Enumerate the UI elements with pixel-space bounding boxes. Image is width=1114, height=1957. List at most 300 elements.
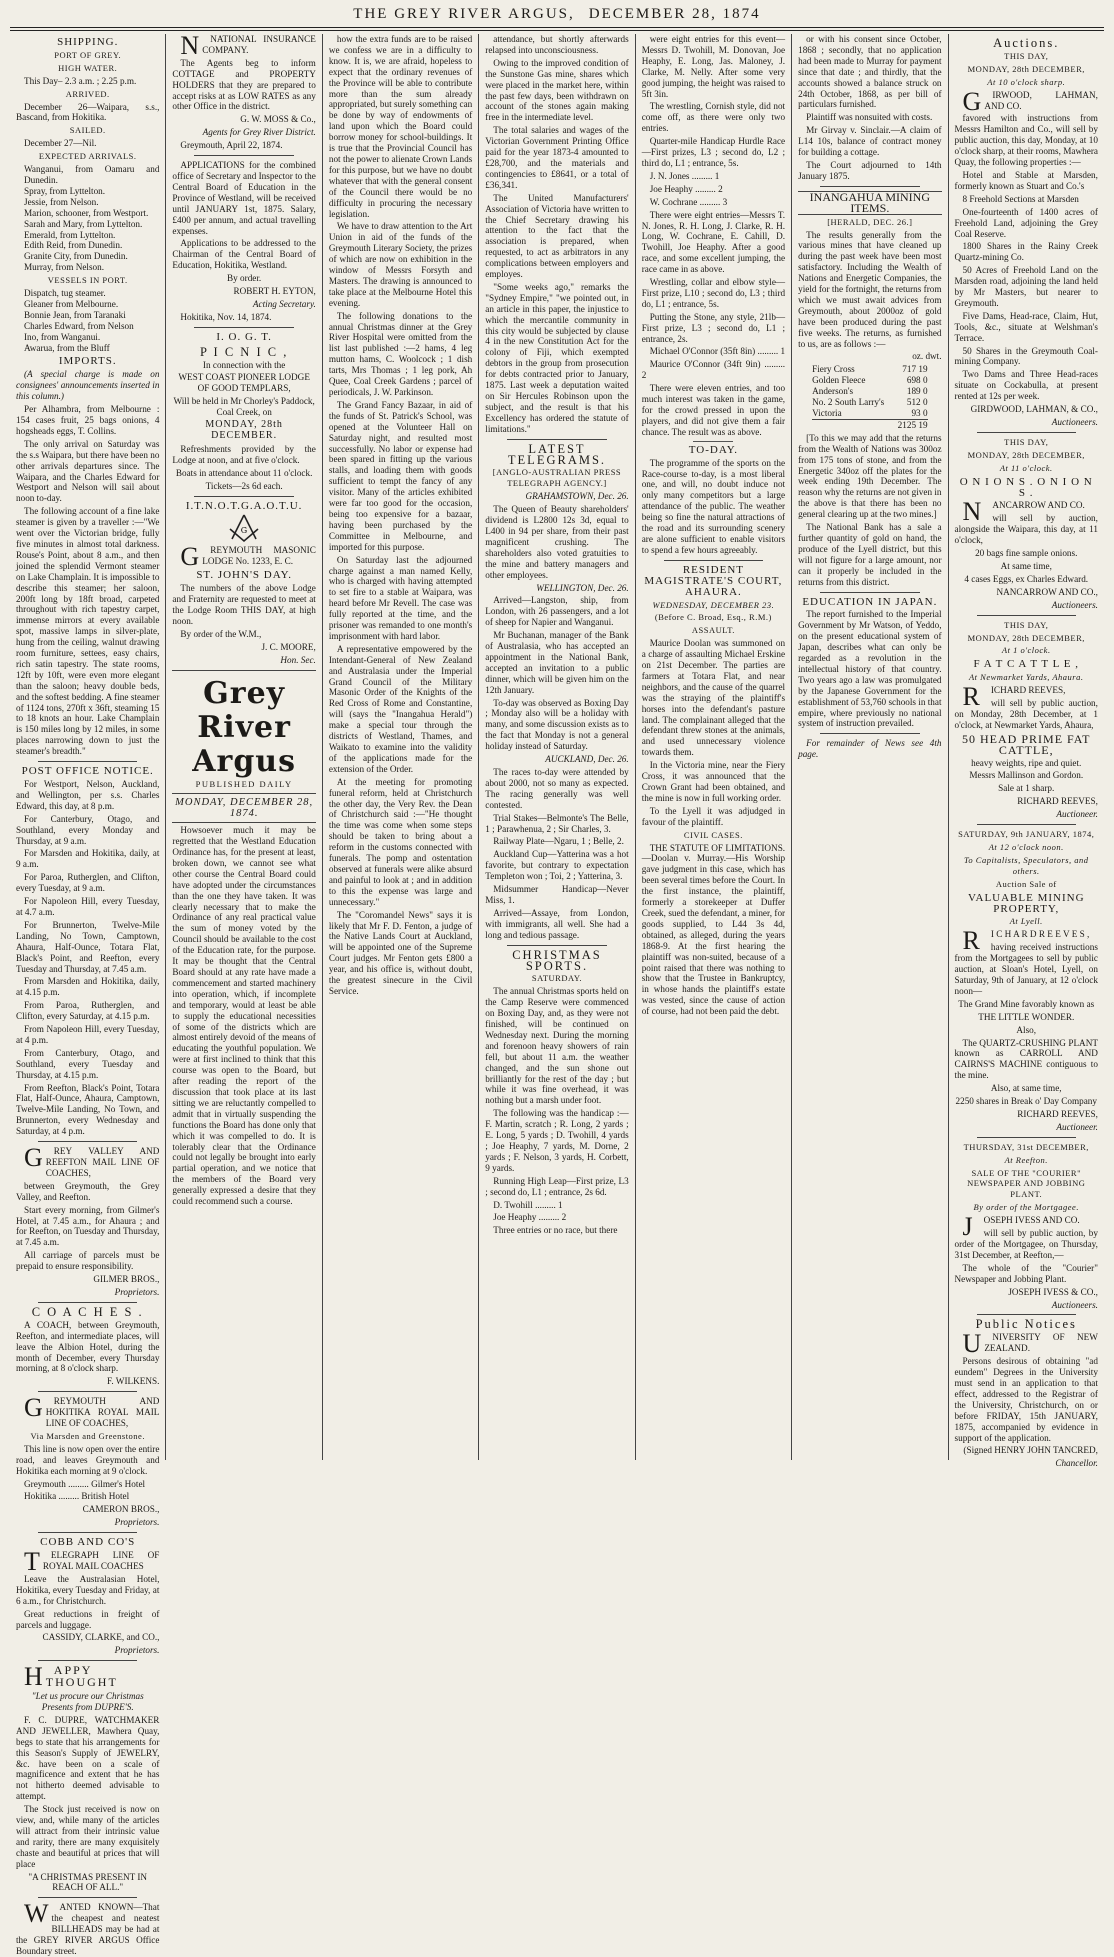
latest-telegrams-heading: LATEST TELEGRAMS. [507, 441, 607, 467]
divider [38, 1391, 137, 1392]
cobb-title: ELEGRAPH LINE OF ROYAL MAIL COACHES [42, 1550, 160, 1571]
public-notices-heading: Public Notices [975, 1317, 1077, 1332]
reeves3-signature-role: Auctioneer. [1056, 1121, 1098, 1132]
coach1-paragraph: Start every morning, from Gilmer's Hotel, at 7.45 a.m., for Ahaura ; and for Reefton, on Tuesday and Thursday, at 7.45 a.m. [16, 1204, 160, 1248]
coach2-paragraph: Greymouth ......... Gilmer's Hotel [24, 1478, 146, 1489]
editorial-paragraph: The "Coromandel News" says it is likely that Mr F. D. Fenton, a judge of the Native Lands Court at Auckland, will be appointed one of the Supreme Court judges. Mr Fenton gets £800 a year, and his office is, without doubt, the greatest sinecure in the Civil Service. [328, 909, 473, 996]
inangahua-source: [HERALD, DEC. 26.] [827, 216, 913, 227]
divider [820, 592, 919, 593]
high-water-heading: HIGH WATER. [58, 62, 118, 73]
cobb-subheading [16, 1547, 160, 1577]
list-item: Edith Reid, from Dunedin. [24, 240, 123, 251]
university-signature: (Signed HENRY JOHN TANCRED, [963, 1445, 1098, 1456]
girwood-heading [955, 86, 1098, 116]
logo-title: Grey River Argus [192, 675, 297, 779]
report-paragraph: attendance, but shortly afterwards relapsed into unconsciousness. [485, 34, 629, 55]
reeves-big-line: 50 HEAD PRIME FAT CATTLE, [962, 731, 1091, 757]
insurance-date: Greymouth, April 22, 1874. [180, 140, 283, 151]
divider [977, 1314, 1076, 1315]
post-paragraph: From Canterbury, Otago, and Southland, every Tuesday and Thursday, at 4.15 p.m. [16, 1047, 160, 1080]
telegram-paragraph: Arrived—Langston, ship, from London, with 26 passengers, and a lot of sheep for Napier and Wanganui. [485, 595, 629, 628]
telegram-paragraph: The races to-day were attended by about 2000, not so many as expected. The racing generally was well contested. [485, 767, 629, 810]
masonic-emblem-icon [226, 513, 262, 543]
coach1-paragraph: All carriage of parcels must be prepaid to ensure responsibility. [16, 1250, 160, 1272]
sports-paragraph: Running High Leap—First prize, L3 ; second do, L1 ; entrance, 2s 6d. [485, 1175, 629, 1197]
sports-paragraph: The following was the handicap :—F. Martin, scratch ; R. Long, 2 yards ; E. Long, 5 yards ; D. Twohill, 4 yards ; Joe Heaphy, 7 yards, M. Dorne, 2 yards ; F. Nelson, 3 yards, H. Corbett, 9 yards. [485, 1108, 629, 1173]
svg-text:G: G [240, 526, 248, 536]
happy-paragraph: F. C. DUPRE, WATCHMAKER AND JEWELLER, Mawhera Quay, begs to state that his arrangements for this Season's Supply of JEWELRY, &c. have been on a scale of magnificence and extent that he has not hitherto deemed advisable to attempt. [16, 1714, 160, 1802]
resident-date: WEDNESDAY, DECEMBER 23. [652, 599, 775, 610]
list-item: Bonnie Jean, from Taranaki [24, 309, 126, 320]
list-item: Granite City, from Dunedin. [24, 251, 128, 262]
coach2-subheading: Via Marsden and Greenstone. [30, 1430, 145, 1441]
table-row [812, 408, 927, 419]
sports-result: Joe Heaphy ......... 2 [649, 183, 723, 194]
civil-cases-heading: CIVIL CASES. [683, 829, 743, 840]
report-paragraph: There were eleven entries, and too much interest was taken in the game, for the crowd pressed in upon the players, and did not give them a fair chance. The result was as above. [641, 383, 786, 437]
nancarrow-title: ANCARROW AND CO. [992, 500, 1085, 511]
coach2-signature-role: Proprietors. [114, 1517, 160, 1528]
dwt-value: 0 [922, 397, 928, 408]
nancarrow-paragraph: 4 cases Eggs, ex Charles Edward. [964, 573, 1089, 584]
insurance-title: NATIONAL INSURANCE COMPANY. [202, 34, 316, 55]
editorial-paragraph: how the extra funds are to be raised we confess we are in a difficulty to know. It is, we are afraid, hopeless to expect that the ordinary revenues of the Province will be able to contribute more than the sum already appropriated, but surely something can be done by way of endowments of land upon which the Board could borrow money for school-buildings. It is true that the Provincial Council has not the power to alienate Crown Lands for this purpose, but we have no doubt whatever that with the general consent of the Council there would be no difficulty in procuring the necessary legislation. [328, 34, 473, 219]
auction-day: THIS DAY, [1004, 436, 1049, 447]
report-paragraph: Mr Girvay v. Sinclair.—A claim of L14 10s, balance of contract money for building a cottage. [798, 125, 942, 158]
column-4 [479, 34, 635, 1460]
dwt-value: 19 [918, 364, 928, 375]
coaches-paragraph: A COACH, between Greymouth, Reefton, and intermediate places, will leave the Albion Hotel, during the month of December, every Thursday morning, at 8 o'clock sharp. [16, 1319, 160, 1374]
masonic-heading [172, 542, 316, 572]
cattle-location: At Newmarket Yards, Ahaura. [968, 672, 1084, 683]
happy-paragraph: "A CHRISTMAS PRESENT IN REACH OF ALL." [28, 1871, 148, 1893]
education-paragraph: The report furnished to the Imperial Government by Mr Watson, of Yeddo, on the present educational system of Japan, describes what can only be regarded as a revolution in the intellectual history of that country. Two years ago a law was promulgated by the Japanese Government for the establishment of 53,760 schools in that empire, where previously no national system of instruction prevailed. [798, 609, 942, 729]
editorial-paragraph: At the meeting for promoting funeral reform, held at Christchurch the other day, the Very Rev. the Dean of Christchurch said :—"He thought the time was come when some steps should be taken to bring about a reform in the customs connected with funerals. The pomp and ostentation observed at funerals were alike absurd and painful to look at ; and in addition to this the expense was large and unnecessary." [328, 776, 473, 907]
inangahua-paragraph: [To this we may add that the returns from the Wealth of Nations was 300oz from 175 tons of stone, and from the Energetic 340oz off the plates for the week ending 19th December. The reason why the returns are not given in the above is that there has been no general clearing up at the two mines.] [798, 432, 942, 520]
expected-list [24, 164, 159, 273]
picnic-line: MONDAY, 28th DECEMBER. [205, 419, 283, 441]
list-item: Sarah and Mary, from Lyttelton. [24, 218, 143, 229]
drop-cap: W [24, 1899, 49, 1929]
picnic-line: Refreshments provided by the Lodge at noon, and at five o'clock. [172, 443, 316, 465]
masthead-rule [10, 27, 1104, 28]
reeves-title: ICHARD REEVES, [990, 685, 1066, 696]
report-paragraph: The wrestling, Cornish style, did not come off, as there were only two entries. [641, 101, 786, 134]
itn-heading: I.T.N.O.T.G.A.O.T.U. [185, 499, 303, 512]
cobb-paragraph: Leave the Australasian Hotel, Hokitika, every Tuesday and Friday, at 6 a.m., for Christchurch. [16, 1573, 160, 1606]
telegram-dateline: AUCKLAND, Dec. 26. [545, 754, 629, 765]
oz-value: 717 [902, 364, 917, 375]
post-paragraph: From Paroa, Rutherglen, and Clifton, every Saturday, at 4.15 p.m. [16, 1000, 160, 1022]
coach1-paragraph: between Greymouth, the Grey Valley, and Reefton. [16, 1180, 160, 1202]
list-item: Gleaner from Melbourne. [24, 298, 119, 309]
divider [977, 824, 1076, 825]
reeves-heading [955, 682, 1098, 712]
christmas-sports-heading: CHRISTMAS SPORTS. [512, 947, 602, 973]
post-paragraph: For Westport, Nelson, Auckland, and Wellington, per s.s. Charles Edward, this day, at 8 p.m. [16, 779, 160, 811]
editorial-paragraph: Howsoever much it may be regretted that the Westland Education Ordinance has, for the present at least, broken down, we cannot see what other course the Central Board could have adopted under the circumstances than the one they have taken. It was clearly necessary that to make the Ordinance of any real practical value the sum of money voted by the Council should be available to the cost of the Education rate, for the purpose. It may be thought that the Central Board should at any rate have made a commencement and started machinery into operation, which, if incomplete and temporary, would at least be able to supply the educational necessities of some of the districts which are almost entirely devoid of the means of educating the youthful population. We were at first inclined to think that this course was open to the Board, but after reading the report of the discussion that took place at its last sitting we are reluctantly compelled to admit that in virtually suspending the functions the Board has done only that which it was compelled to do. It is tolerably clear that the Ordinance could not legally be brought into early partial operation, and we notice that the members of the Board very generally expressed a desire that they could recommend such a course. [172, 825, 316, 1207]
university-paragraph: Persons desirous of obtaining "ad eundem" Degrees in the University must send in an application to that effect, addressed to the Registrar of the University, Christchurch, on or before FRIDAY, 15th JANUARY, 1875, accompanied by evidence in support of the application. [954, 1356, 1098, 1443]
onions-heading: O N I O N S . O N I O N S . [959, 475, 1093, 499]
girwood-item: Five Dams, Head-race, Claim, Hut, Tools, &c., situate at Welshman's Terrace. [954, 310, 1098, 343]
mine-name: Anderson's [812, 386, 854, 397]
table-row [812, 375, 927, 386]
divider [38, 1302, 137, 1303]
reeves-paragraph: will sell by public auction, on Monday, 28th December, at 1 o'clock, at Newmarket Yards, Ahaura, [954, 698, 1098, 730]
coach1-title: REY VALLEY AND REEFTON MAIL LINE OF COACHES, [45, 1146, 160, 1178]
applications-date: Hokitika, Nov. 14, 1874. [180, 311, 272, 322]
editorial-paragraph: We have to draw attention to the Art Union in aid of the funds of the Greymouth Literary Society, the prizes of which are now on exhibition in the window of Messrs Forsyth and Masters. The drawing is announced to take place at the Melbourne Hotel this evening. [328, 221, 473, 308]
arrived-heading: ARRIVED. [65, 88, 110, 99]
happy-quote: "Let us procure our Christmas Presents from DUPRE'S. [31, 1691, 144, 1712]
reeves-line: Messrs Mallinson and Gordon. [969, 770, 1084, 781]
christmas-sports-subheading: SATURDAY. [531, 973, 583, 984]
list-item: Marion, schooner, from Westport. [24, 207, 149, 218]
assault-paragraph: Maurice Doolan was summoned on a charge of assaulting Michael Erskine on 21st December. The parties are farmers at Totara Flat, and near neighbors, and the cause of the quarrel was the straying of the plaintiff's horses into the defendant's pasture land. The complainant alleged that the defendant threw stones at the animals, and used unnecessary violence towards them. [641, 638, 786, 758]
auction-date: MONDAY, 28th DECEMBER, [967, 632, 1085, 643]
sports-result: Maurice O'Connor (34ft 9in) ......... 2 [641, 359, 786, 381]
applications-by: By order. [227, 273, 262, 284]
list-item: Murray, from Nelson. [24, 262, 105, 273]
list-item: Charles Edward, from Nelson [24, 320, 134, 331]
coach1-signature-role: Proprietors. [114, 1286, 160, 1297]
today-heading: TO-DAY. [688, 443, 739, 456]
divider [507, 945, 606, 946]
reeves-line: Sale at 1 sharp. [998, 783, 1055, 794]
drop-cap: J [962, 1212, 973, 1242]
report-paragraph: The Court adjourned to 14th January 1875. [798, 159, 942, 181]
post-paragraph: For Brunnerton, Twelve-Mile Landing, No Town, Camptown, Ahaura, Half-Ounce, Totara Flat, Black's Point, and Reefton, every Tuesday and Thursday, at 7.45 a.m. [16, 919, 160, 974]
applications-paragraph: Applications to be addressed to the Chairman of the Central Board of Education, Hokitika, Westland. [172, 238, 316, 271]
mine-name: Golden Fleece [812, 375, 866, 386]
nancarrow-paragraph: will sell by auction, alongside the Waipara, this day, at 11 o'clock, [954, 513, 1098, 546]
table-row [812, 419, 927, 431]
paper-name: THE GREY RIVER ARGUS, [353, 5, 575, 22]
telegram-paragraph: The Queen of Beauty shareholders' dividend is L2800 12s 3d, equal to L400 in 94 per share, from their past magnificent crushing. The shareholders also voted gratuities to the mine and battery managers and other employees. [485, 504, 629, 580]
cobb-heading: COBB AND CO'S [40, 1536, 136, 1549]
telegram-paragraph: Railway Plate—Ngaru, 1 ; Belle, 2. [493, 836, 624, 847]
reeves-signature-role: Auctioneer. [1056, 809, 1098, 820]
education-japan-heading: EDUCATION IN JAPAN. [802, 595, 938, 608]
ivess-paragraph: The whole of the "Courier" Newspaper and Jobbing Plant. [954, 1262, 1098, 1284]
latest-telegrams-agency: [ANGLO-AUSTRALIAN PRESS TELEGRAPH AGENCY.] [492, 467, 622, 489]
post-paragraph: For Paroa, Rutherglen, and Clifton, every Tuesday, at 9 a.m. [16, 872, 160, 894]
reeves-signature: RICHARD REEVES, [1017, 796, 1098, 807]
report-paragraph: Owing to the improved condition of the Sunstone Gas mine, shares which were placed in the market here, within the past few days, been withdrawn on account of the stones again making free in the intermediate level. [485, 57, 629, 123]
masthead-rule-thin [10, 30, 1104, 31]
cobb-paragraph: Great reductions in freight of parcels and luggage. [16, 1608, 160, 1630]
drop-cap: U [962, 1329, 982, 1359]
masonic-paragraph: By order of the W.M., [180, 628, 262, 639]
page-footer-note: For remainder of News see 4th page. [798, 738, 942, 760]
masonic-signature: J. C. MOORE, [261, 641, 316, 652]
in-port-heading: VESSELS IN PORT. [47, 275, 128, 286]
today-paragraph: The programme of the sports on the Race-course to-day, is a most liberal one, and will, no doubt induce not only many competitors but a large attendance of the public. The weather being so fine the natural attractions of the road and its surrounding scenery are alone sufficient to enable visitors to spend a few hours agreeably. [641, 457, 786, 555]
coach2-paragraph: Hokitika ......... British Hotel [24, 1491, 130, 1502]
happy-heading [16, 1662, 159, 1692]
tide-times: This Day– 2.3 a.m. ; 2.25 p.m. [24, 75, 137, 86]
arrived-text: December 26—Waipara, s.s., Bascand, from Hokitika. [16, 101, 160, 123]
iogt-heading: I. O. G. T. [216, 330, 272, 343]
ivess-paragraph: will sell by public auction, by order of the Mortgagee, on Thursday, 31st December, at Reefton,— [954, 1228, 1098, 1260]
lyell-line: At Lyell. [1009, 916, 1043, 927]
st-johns-heading: ST. JOHN'S DAY. [196, 569, 292, 582]
girwood-item: Two Dams and Three Head-races situate on Cockabulla, at present rented at 12s per week. [954, 369, 1098, 402]
list-item: Jessie, from Nelson. [24, 196, 99, 207]
editorial-paragraph: On Saturday last the adjourned charge against a man named Kelly, who is charged with having attempted to set fire to a stable at Waipara, was heard before Mr Revell. The case was fully reported at the time, and the prisoner was remanded to one month's imprisonment with hard labor. [328, 554, 473, 641]
drop-cap: R [962, 926, 980, 956]
cobb-signature-role: Proprietors. [114, 1645, 160, 1656]
sports-result: Michael O'Connor (35ft 8in) ......... 1 [649, 346, 786, 357]
list-item: Dispatch, tug steamer. [24, 288, 106, 299]
list-item: Emerald, from Lyttelton. [24, 229, 116, 240]
mine-name: Fiery Cross [812, 364, 855, 375]
page-masthead [14, 3, 1100, 25]
happy-paragraph: The Stock just received is now on view, and, while many of the articles will attract from their intrinsic value and rarity, there are many exquisitely chaste and beautiful at prices that will place [16, 1804, 160, 1869]
table-row [812, 386, 927, 397]
nancarrow-paragraph: At same time, [1000, 560, 1052, 571]
list-item: Spray, from Lyttelton. [24, 185, 106, 196]
logo-subtitle: PUBLISHED DAILY [195, 778, 293, 789]
reeves3-line: The QUARTZ-CRUSHING PLANT known as CARROLL AND CAIRNS'S MACHINE contiguous to the mine. [954, 1037, 1098, 1081]
list-item: Awarua, from the Bluff [24, 342, 110, 353]
auction-place: At Reefton. [1004, 1154, 1048, 1165]
post-paragraph: For Canterbury, Otago, and Southland, every Monday and Thursday, at 9 a.m. [16, 813, 160, 846]
report-paragraph: There were eight entries—Messrs T. N. Jones, R. H. Long, J. Clarke, R. H. Long, W. Cochrane, E. Cahill, D. Twohill, Joe Heaphy. After a good race, and some excellent jumping, the race came in as above. [641, 209, 786, 275]
telegram-paragraph: Trial Stakes—Belmonte's The Belle, 1 ; Parawhenua, 2 ; Sir Charles, 3. [485, 812, 629, 834]
sports-result: J. N. Jones ......... 1 [649, 170, 720, 181]
auctions-heading: Auctions. [993, 36, 1060, 50]
picnic-line: Will be held in Mr Chorley's Paddock, Coal Creek, on [173, 396, 315, 418]
imports-paragraph: Per Alhambra, from Melbourne : 154 cases fruit, 25 bags onions, 4 hogsheads eggs, T. Collins. [16, 404, 160, 436]
telegram-paragraph: Arrived—Assaye, from London, with immigrants, all well. She had a long and tedious passage. [485, 907, 629, 940]
wanted-notice [16, 1899, 160, 1957]
girwood-item: Hotel and Stable at Marsden, formerly known as Stuart and Co.'s [954, 169, 1098, 191]
oz-value: 698 [906, 375, 921, 386]
telegram-paragraph: Midsummer Handicap—Never Miss, 1. [485, 884, 629, 905]
auction-time: At 10 o'clock sharp. [987, 76, 1066, 87]
post-office-heading: POST OFFICE NOTICE. [21, 765, 154, 778]
post-paragraph: From Reefton, Black's Point, Totara Flat, Half-Ounce, Ahaura, Camptown, Twelve-Mile Landing, No Town, and Brunnerton, every Wednesday and Saturday, at 4 p.m. [16, 1082, 160, 1137]
report-paragraph: Putting the Stone, any style, 21lb—First prize, L3 ; second do, L1 ; entrance, 2s. [641, 311, 786, 344]
imports-paragraph: The following account of a fine lake steamer is given by a traveller :—"We went over the Victorian bridge, fully five minutes in almost total darkness. Rouse's Point, about 8 a.m., and then joined the splendid Vermont steamer on Lake Champlain. It is impossible to describe this steamer; her saloon, 200ft long by 18ft broad, carpeted throughout with rich tapestry carpet, immense mirrors at every available spot, massive lamps in silver-plate, hung from the ceiling, walnut drawing room furniture, settees, easy chairs, rich satin tapestry. The state rooms, 12ft by 10ft, were even more elegant than the saloon; heavy double beds, and the softest bedding. A fine steamer of 1124 tons, 270ft x 36ft, steaming 15 to 18 knots an hour. Lake Champlain is 150 miles long by 12 miles, in some places narrowing down to just the steamer's breadth." [16, 506, 160, 757]
imports-paragraph: The only arrival on Saturday was the s.s Waipara, but there have been no other arrivals departures since. The Waipara, and the Charles Edward for Westport and Nelson will sail about noon to-day. [16, 438, 160, 504]
telegram-paragraph: Auckland Cup—Yatterina was a hot favorite, but contrary to expectation Templeton won ; Toi, 2 ; Yatterina, 3. [485, 849, 629, 882]
column-3 [323, 34, 479, 1460]
picnic-line: WEST COAST PIONEER LODGE OF GOOD TEMPLARS, [178, 372, 310, 394]
picnic-line: Tickets—2s 6d each. [205, 480, 283, 491]
university-title: NIVERSITY OF NEW ZEALAND. [984, 1332, 1098, 1354]
drop-cap: G [24, 1393, 43, 1423]
divider [194, 327, 293, 328]
report-paragraph: The total salaries and wages of the Victorian Government Printing Office paid for the year 1873-4 amounted to £28,700, and the materials and contingencies to £8641, or a total of £36,341. [485, 125, 629, 190]
divider [38, 1897, 137, 1898]
coach2-heading [16, 1393, 160, 1429]
table-row [812, 397, 927, 408]
telegram-paragraph: To-day was observed as Boxing Day ; Monday also will be a holiday with many, and some discussion exists as to the fact that Monday is not a general holiday instead of Saturday. [485, 697, 629, 752]
assault-paragraph: In the Victoria mine, near the Fiery Cross, it was announced that the Crown Grant had been obtained, and the mine is now in full working order. [641, 760, 786, 803]
sports-result: Joe Heaphy ......... 2 [493, 1212, 567, 1223]
insurance-signature-role: Agents for Grey River District. [202, 127, 316, 138]
reeves3-title: I C H A R D R E E V E S , [990, 929, 1090, 940]
sports-paragraph: The annual Christmas sports held on the Camp Reserve were commenced on Boxing Day, and, as they were not finished, will be continued on Wednesday next. During the morning and forenoon heavy showers of rain fell, but about 11 a.m. the weather changed, and the sun shone out brilliantly for the rest of the day ; but while it was fine overhead, it was nothing but a marsh under foot. [485, 986, 629, 1106]
divider [820, 186, 919, 187]
editorial-paragraph: A representative empowered by the Intendant-General of New Zealand and Australasia under the Imperial Grand Council of the Military Masonic Order of the Knights of the Red Cross of Rome and Constantine, will (says the "Inangahua Herald") make a special tour through the districts of Westland, Thames, and Waikato to examine into the validity of the applications made for the extension of the Order. [328, 643, 473, 774]
divider [38, 761, 137, 762]
auction-date: THURSDAY, 31st DECEMBER, [963, 1141, 1089, 1152]
divider [38, 1660, 137, 1661]
reeves3-line: 2250 shares in Break o' Day Company [955, 1096, 1097, 1107]
divider [38, 1532, 137, 1533]
valuable-heading: VALUABLE MINING PROPERTY, [967, 891, 1085, 915]
yields-table [812, 364, 927, 430]
university-heading [955, 1329, 1098, 1359]
shipping-heading: SHIPPING. [57, 36, 119, 48]
reeves3-paragraph: having received instructions from the Mortgagees to sell by public auction, at Sloan's Hotel, Lyell, on Saturday, 9th of January, at 12 o'clock noon— [954, 942, 1098, 996]
drop-cap: G [24, 1143, 43, 1173]
girwood-item: 1800 Shares in the Rainy Creek Quartz-mining Co. [954, 241, 1098, 263]
divider [194, 496, 293, 497]
oz-value: 189 [906, 386, 921, 397]
inangahua-heading: INANGAHUA MINING ITEMS. [798, 191, 941, 215]
reeves-line: heavy weights, ripe and quiet. [971, 757, 1082, 768]
auction-date: MONDAY, 28th DECEMBER, [967, 63, 1085, 74]
list-item: Wanganui, from Oamaru and Dunedin. [24, 164, 160, 185]
divider [172, 822, 315, 823]
applications-signature: ROBERT H. EYTON, [233, 286, 316, 297]
auction-date: SATURDAY, 9th JANUARY, 1874, [958, 829, 1095, 840]
editorial-dateline: MONDAY, DECEMBER 28, 1874. [175, 797, 314, 820]
report-paragraph: were eight entries for this event—Messrs D. Twohill, M. Donovan, Joe Heaphy, E. Long, Jas. Maloney, J. Clarke, M. Nelly. After some very good jumping, the height was raised to 5ft 3in. [641, 34, 786, 99]
auction-day: THIS DAY, [1004, 619, 1049, 630]
coach2-title: REYMOUTH AND HOKITIKA ROYAL MAIL LINE OF COACHES, [45, 1396, 160, 1429]
assault-paragraph: To the Lyell it was adjudged in favour of the plaintiff. [641, 805, 786, 827]
masonic-paragraph: The numbers of the above Lodge and Fraternity are requested to meet at the Lodge Room THIS DAY, at high noon. [172, 583, 316, 626]
newspaper-logo [172, 677, 315, 790]
auction-sale-line: Auction Sale of [995, 878, 1057, 889]
divider [977, 432, 1076, 433]
divider [38, 1141, 137, 1142]
sports-paragraph: Three entries or no race, but there [493, 1225, 618, 1236]
sports-result: W. Cochrane ......... 3 [649, 196, 728, 207]
cobb-signature: CASSIDY, CLARKE, and CO., [42, 1632, 160, 1643]
post-paragraph: For Napoleon Hill, every Tuesday, at 4.7 a.m. [16, 896, 160, 917]
oz-value: 512 [906, 397, 921, 408]
issue-date: DECEMBER 28, 1874 [588, 5, 761, 22]
civil-paragraph: THE STATUTE OF LIMITATIONS.—Doolan v. Murray.—His Worship gave judgment in this case, which has been several times before the Court. In the first instance, the plaintiff, formerly a storekeeper at Duffer Creek, sued the defendant, a miner, for goods supplied, to L44 3s 4d, obtained, as alleged, during the years 1868-9. At the first hearing the plaintiff was non-suited, because of a point raised that there was nothing to show that the Trustee in Bankruptcy, in whose hands the plaintiff's estate was vested, since the cause of action of course, had not been paid the debt. [641, 842, 786, 1017]
drop-cap: N [180, 31, 200, 60]
report-paragraph: The United Manufacturers' Association of Victoria have written to the Chief Secretary drawing his attention to the fact that the association is prepared, when requested, to act as arbitrators in any complications between employers and employes. [485, 192, 629, 280]
drop-cap: H [24, 1662, 43, 1692]
capitalists-line: To Capitalists, Speculators, and others. [963, 854, 1089, 876]
auction-time: At 12 o'clock noon. [988, 842, 1064, 852]
girwood-item: 50 Acres of Freehold Land on the Marsden road, adjoining the land held by Mr Masters, but nearer to Greymouth. [954, 265, 1098, 308]
sailed-heading: SAILED. [69, 125, 106, 136]
masonic-signature-role: Hon. Sec. [280, 654, 316, 665]
girwood-paragraph: favored with instructions from Messrs Hamilton and Co., will sell by public auction, this day, Monday, at 10 o'clock sharp, at their rooms, Mawhera Quay, the following properties :— [954, 113, 1098, 168]
assault-heading: ASSAULT. [691, 625, 735, 636]
column-6 [792, 34, 948, 1460]
column-7 [949, 34, 1104, 1469]
picnic-line: In connection with the [202, 359, 286, 370]
mine-name: No. 2 South Larry's [812, 397, 885, 408]
telegram-dateline: WELLINGTON, Dec. 26. [536, 582, 629, 593]
ivess-heading [955, 1212, 1098, 1242]
reeves3-heading [955, 926, 1098, 956]
drop-cap: G [962, 86, 982, 116]
reeves3-line: The Grand Mine favorably known as [958, 998, 1095, 1009]
auction-date: MONDAY, 28th DECEMBER, [967, 449, 1085, 460]
nancarrow-heading [955, 497, 1098, 527]
telegram-paragraph: Mr Buchanan, manager of the Bank of Australasia, who has accepted an appointment in the National Bank, accepted an invitation to a public dinner, which will be given him on the 12th January. [485, 630, 629, 695]
report-paragraph: Plaintiff was nonsuited with costs. [806, 112, 933, 123]
divider [693, 441, 733, 442]
nancarrow-signature-role: Auctioneers. [1051, 599, 1098, 610]
masonic-title: REYMOUTH MASONIC LODGE No. 1233, E. C. [202, 545, 316, 567]
post-paragraph: From Marsden and Hokitika, daily, at 4.15 p.m. [16, 976, 160, 998]
applications-signature-role: Acting Secretary. [252, 298, 316, 309]
coach2-paragraph: This line is now open over the entire road, and leaves Greymouth and Hokitika each morning at 9 o'clock. [16, 1443, 160, 1476]
insurance-paragraph: The Agents beg to inform COTTAGE and PROPERTY HOLDERS that they are prepared to accept risks at as LOW RATES as any other Office in the district. [172, 57, 316, 112]
courier-heading: SALE OF THE "COURIER" NEWSPAPER AND JOBBING PLANT. [967, 1167, 1086, 1200]
nancarrow-signature: NANCARROW AND CO., [996, 586, 1098, 597]
reeves3-line: THE LITTLE WONDER. [978, 1011, 1075, 1022]
coaches-heading: C O A C H E S . [31, 1304, 144, 1319]
drop-cap: R [962, 682, 980, 712]
university-signature-role: Chancellor. [1055, 1458, 1098, 1469]
picnic-line: Boats in attendance about 11 o'clock. [175, 467, 313, 478]
coaches-signature: F. WILKENS. [106, 1376, 160, 1387]
girwood-item: One-fourteenth of 1400 acres of Freehold Land, adjoining the Grey Coal Reserve. [954, 206, 1098, 239]
dwt-value: 0 [922, 375, 928, 386]
post-paragraph: From Napoleon Hill, every Tuesday, at 4 p.m. [16, 1024, 160, 1045]
divider [172, 670, 315, 671]
girwood-item: 8 Freehold Sections at Marsden [962, 193, 1079, 204]
mine-name: Victoria [812, 408, 842, 418]
ivess-signature: JOSEPH IVESS & CO., [1008, 1286, 1098, 1297]
editorial-paragraph: The Grand Fancy Bazaar, in aid of the funds of St. Patrick's School, was opened at the Volunteer Hall on Saturday night, and resulted most successfully. No labor or expense had been spared in fitting up the various stalls, and loading them with goods sufficient to tempt the fancy of any visitor. Many of the articles exhibited were far too good for the occasion, being too expensive for a bazaar, having been purchased by the Committee in Melbourne, and imported for this purpose. [328, 399, 473, 552]
picnic-heading: P I C N I C , [199, 344, 289, 359]
girwood-title: IRWOOD, LAHMAN, AND CO. [984, 89, 1098, 111]
auction-day: THIS DAY, [1004, 50, 1049, 61]
sports-result: D. Twohill ......... 1 [493, 1199, 563, 1210]
report-paragraph: Wrestling, collar and elbow style—First prize, L10 ; second do, L3 ; third do, L1 ; entrance, 5s. [641, 277, 786, 309]
coach1-heading [16, 1143, 160, 1179]
report-paragraph: Quarter-mile Handicap Hurdle Race—First prizes, L3 ; second do, L2 ; third do, L1 ; entrance, 5s. [641, 136, 786, 168]
dwt-value: 0 [922, 386, 928, 397]
report-paragraph: "Some weeks ago," remarks the "Sydney Empire," "we pointed out, in an article in this paper, the injustice to which the mercantile community in this city would be subjected by clause 4 in the new Constitution Act for the colony of Fiji, which exempted debtors in the group from prosecution for debts contracted prior to January, 1875. Last week a deputation waited on Sir Hercules Robinson upon the subject, and the result is that his Excellency has ordered the statute of limitations." [485, 281, 629, 434]
sailed-text: December 27—Nil. [24, 138, 97, 149]
coach2-signature: CAMERON BROS., [82, 1504, 160, 1515]
resident-magistrate-heading: RESIDENT MAGISTRATE'S COURT, AHAURA. [644, 563, 783, 598]
girwood-item: 50 Shares in the Greymouth Coal-mining Company. [954, 345, 1098, 367]
yields-total: 2125 19 [897, 419, 928, 430]
report-paragraph: or with his consent since October, 1868 ; secondly, that no application had been made to Murray for payment since that date ; and thirdly, that the accounts showed a balance struck on 24th October, 1868, as per bill of particulars furnished. [798, 34, 942, 110]
imports-note: (A special charge is made on consignees' announcements inserted in this column.) [16, 369, 160, 402]
happy-title: APPY THOUGHT [45, 1663, 118, 1690]
coach1-signature: GILMER BROS., [93, 1274, 160, 1285]
divider [820, 733, 919, 734]
yields-header: oz. dwt. [912, 351, 942, 362]
courier-by: By order of the Mortgagee. [973, 1202, 1079, 1213]
applications-paragraph: APPLICATIONS for the combined office of Secretary and Inspector to the Central Board of Education in the Province of Westland, will be received until JANUARY 1st, 1875. Salary, £400 per annum, and actual travelling expenses. [172, 160, 316, 236]
auction-time: At 11 o'clock. [999, 462, 1053, 473]
ivess-title: OSEPH IVESS AND CO. [983, 1215, 1080, 1226]
drop-cap: N [962, 497, 982, 527]
expected-heading: EXPECTED ARRIVALS. [38, 151, 137, 162]
reeves3-line: Also, [1016, 1024, 1037, 1035]
post-paragraph: For Marsden and Hokitika, daily, at 9 a.m. [16, 848, 160, 870]
